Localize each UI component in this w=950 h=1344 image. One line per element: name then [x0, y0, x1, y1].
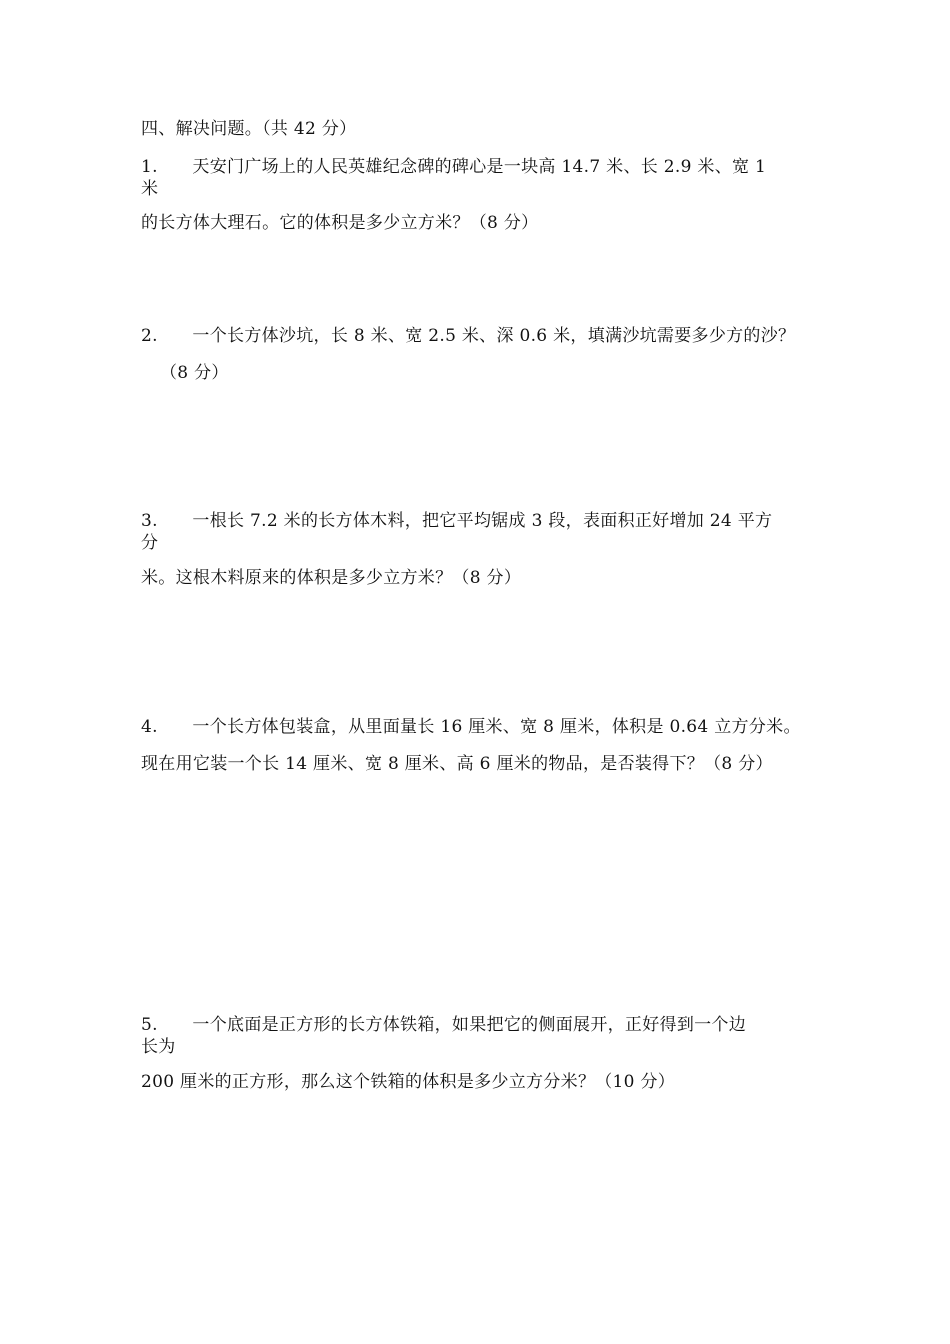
- question-2-line-1: 2. 一个长方体沙坑，长 8 米、宽 2.5 米、深 0.6 米，填满沙坑需要多少方的沙？: [141, 326, 796, 346]
- question-3-line-1: 3. 一根长 7.2 米的长方体木料，把它平均锯成 3 段，表面积正好增加 24 平方: [141, 511, 773, 531]
- question-5-line-1: 5. 一个底面是正方形的长方体铁箱，如果把它的侧面展开，正好得到一个边: [141, 1015, 747, 1035]
- question-2-line-2: （8 分）: [160, 363, 229, 383]
- question-1-line-1: 1. 天安门广场上的人民英雄纪念碑的碑心是一块高 14.7 米、长 2.9 米、宽 1: [141, 157, 767, 177]
- question-1-line-3: 的长方体大理石。它的体积是多少立方米？（8 分）: [141, 213, 539, 233]
- question-3-line-2: 分: [141, 533, 159, 553]
- question-1-line-2: 米: [141, 179, 159, 199]
- question-4-line-1: 4. 一个长方体包装盒，从里面量长 16 厘米、宽 8 厘米，体积是 0.64 立方分米。: [141, 717, 801, 737]
- question-5-line-3: 200 厘米的正方形，那么这个铁箱的体积是多少立方分米？（10 分）: [141, 1072, 676, 1092]
- question-4-line-2: 现在用它装一个长 14 厘米、宽 8 厘米、高 6 厘米的物品，是否装得下？（8 分）: [141, 754, 773, 774]
- question-5-line-2: 长为: [141, 1037, 176, 1057]
- question-3-line-3: 米。这根木料原来的体积是多少立方米？（8 分）: [141, 568, 522, 588]
- section-title: 四、解决问题。（共 42 分）: [141, 119, 357, 139]
